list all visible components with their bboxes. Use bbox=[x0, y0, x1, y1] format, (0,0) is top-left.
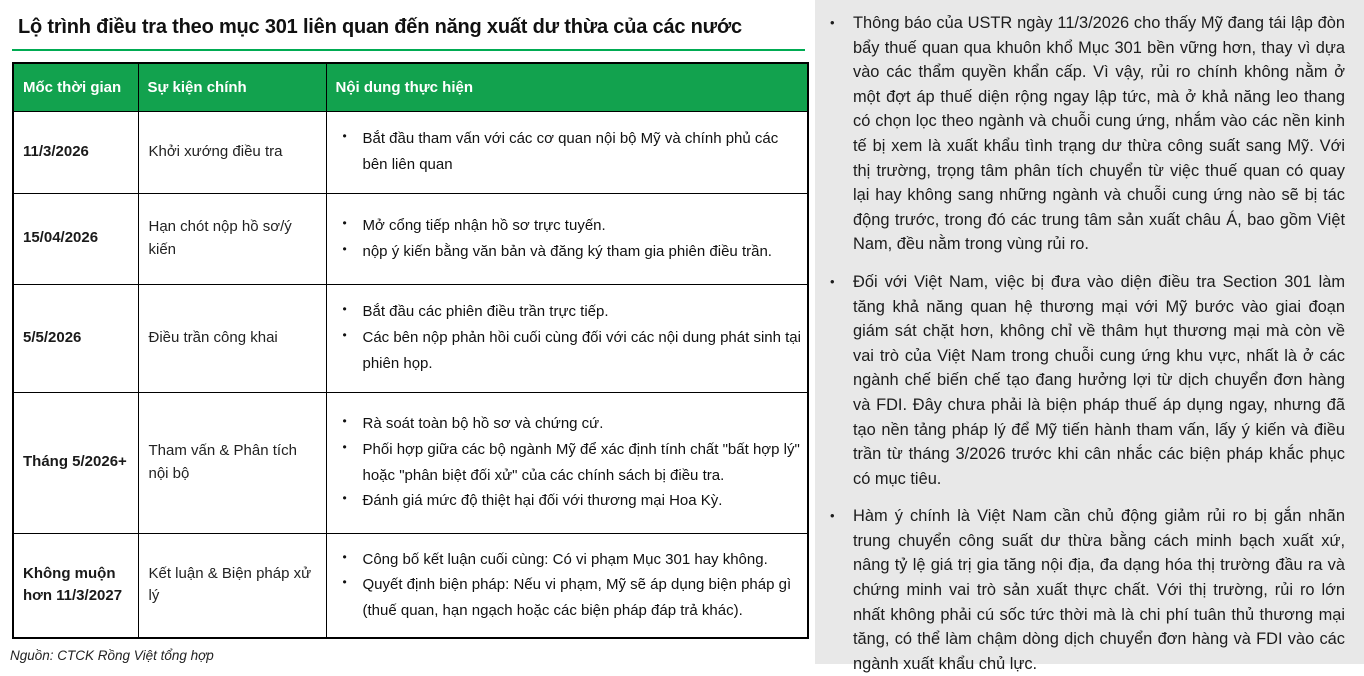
source-note: Nguồn: CTCK Rồng Việt tổng hợp bbox=[10, 648, 214, 663]
analysis-paragraph: Thông báo của USTR ngày 11/3/2026 cho thấy Mỹ đang tái lập đòn bẩy thuế quan qua khuôn khổ Mục 301 bền vững hơn, thay vì dựa vào các thẩm quyền khẩn cấp. Vì vậy, rủi ro chính không nằm ở một đợt áp thuế diện rộng ngay lập tức, mà ở khả năng leo thang có chọn lọc theo ngành và chuỗi cung ứng, nhắm vào các nền kinh tế bị xem là xuất khẩu tình trạng dư thừa công suất sang Mỹ. Với thị trường, trọng tâm phân tích chuyển từ việc thuế quan có quay lại hay không sang những ngành và chuỗi cung ứng nào sẽ bị tác động trước, trong đó các trung tâm sản xuất châu Á, bao gồm Việt Nam, đều nằm trong vùng rủi ro. bbox=[853, 14, 1345, 254]
title-underline bbox=[12, 49, 805, 51]
content-cell bbox=[326, 533, 808, 638]
page-title: Lộ trình điều tra theo mục 301 liên quan đến năng xuất dư thừa của các nước bbox=[18, 16, 742, 38]
bullet-icon: • bbox=[830, 508, 835, 524]
event-cell: Điều trần công khai bbox=[138, 284, 326, 392]
investigation-timeline-table bbox=[12, 62, 809, 639]
content-bullet-list bbox=[327, 411, 802, 514]
content-bullet-text: Công bố kết luận cuối cùng: Có vi phạm Mục 301 hay không. bbox=[362, 550, 768, 568]
content-bullet bbox=[327, 213, 802, 239]
content-bullet-text: Bắt đầu các phiên điều trần trực tiếp. bbox=[362, 303, 609, 321]
table-body bbox=[13, 111, 808, 638]
content-cell bbox=[326, 392, 808, 533]
content-bullet-text: Phối hợp giữa các bộ ngành Mỹ để xác định tính chất "bất hợp lý" hoặc "phân biệt đối xử" của các chính sách bị điều tra. bbox=[362, 440, 800, 484]
content-bullet bbox=[327, 547, 802, 573]
time-cell: 11/3/2026 bbox=[13, 111, 138, 193]
analysis-panel bbox=[815, 0, 1364, 673]
timeline-row bbox=[13, 284, 808, 392]
content-bullet bbox=[327, 488, 802, 514]
table-header-cell: Sự kiện chính bbox=[138, 63, 326, 111]
time-cell: 5/5/2026 bbox=[13, 284, 138, 392]
content-bullet bbox=[327, 126, 802, 178]
bullet-icon: • bbox=[342, 549, 347, 564]
analysis-list bbox=[827, 11, 1345, 676]
content-bullet-text: Đánh giá mức độ thiệt hại đối với thương mại Hoa Kỳ. bbox=[362, 492, 723, 510]
content-bullet bbox=[327, 437, 802, 489]
content-bullet-text: Bắt đầu tham vấn với các cơ quan nội bộ Mỹ và chính phủ các bên liên quan bbox=[362, 130, 779, 173]
content-bullet-text: Quyết định biện pháp: Nếu vi phạm, Mỹ sẽ áp dụng biện pháp gì (thuế quan, hạn ngạch hoặc các biện pháp đáp trả khác). bbox=[362, 576, 792, 620]
table-header-cell: Mốc thời gian bbox=[13, 63, 138, 111]
bullet-icon: • bbox=[342, 215, 347, 230]
content-bullet bbox=[327, 325, 802, 377]
bullet-icon: • bbox=[342, 328, 347, 343]
content-cell bbox=[326, 111, 808, 193]
timeline-section bbox=[12, 0, 807, 663]
time-cell: 15/04/2026 bbox=[13, 193, 138, 284]
bullet-icon: • bbox=[342, 413, 347, 428]
bullet-icon: • bbox=[342, 439, 347, 454]
event-cell: Kết luận & Biện pháp xử lý bbox=[138, 533, 326, 638]
content-bullet bbox=[327, 239, 802, 265]
analysis-bullet bbox=[827, 504, 1345, 676]
table-header-cell: Nội dung thực hiện bbox=[326, 63, 808, 111]
timeline-row bbox=[13, 111, 808, 193]
bullet-icon: • bbox=[342, 302, 347, 317]
event-cell: Khởi xướng điều tra bbox=[138, 111, 326, 193]
content-bullet-text: nộp ý kiến bằng văn bản và đăng ký tham gia phiên điều trần. bbox=[362, 242, 772, 260]
bullet-icon: • bbox=[342, 491, 347, 506]
content-bullet-text: Mở cổng tiếp nhận hồ sơ trực tuyến. bbox=[362, 216, 606, 234]
event-cell: Hạn chót nộp hồ sơ/ý kiến bbox=[138, 193, 326, 284]
bullet-icon: • bbox=[342, 129, 347, 144]
event-cell: Tham vấn & Phân tích nội bộ bbox=[138, 392, 326, 533]
analysis-bullet bbox=[827, 270, 1345, 491]
content-bullet-list bbox=[327, 126, 802, 178]
content-bullet bbox=[327, 299, 802, 325]
content-bullet-text: Các bên nộp phản hồi cuối cùng đối với các nội dung phát sinh tại phiên họp. bbox=[362, 329, 801, 372]
analysis-paragraph: Hàm ý chính là Việt Nam cần chủ động giảm rủi ro bị gắn nhãn trung chuyển công suất dư thừa bằng cách minh bạch xuất xứ, nâng tỷ lệ giá trị gia tăng nội địa, đa dạng hóa thị trường đầu ra và chứng minh vai trò sản xuất thực chất. Với thị trường, rủi ro lớn nhất không phải cú sốc tức thời mà là chi phí tuân thủ thương mại tăng, có thể làm chậm dòng dịch chuyển đơn hàng và FDI vào các ngành xuất khẩu chủ lực. bbox=[853, 507, 1345, 673]
content-bullet bbox=[327, 572, 802, 624]
bullet-icon: • bbox=[830, 15, 835, 30]
content-bullet-list bbox=[327, 547, 802, 624]
timeline-row bbox=[13, 533, 808, 638]
bullet-icon: • bbox=[342, 241, 347, 256]
analysis-bullet bbox=[827, 11, 1345, 257]
timeline-row bbox=[13, 193, 808, 284]
content-bullet-text: Rà soát toàn bộ hồ sơ và chứng cứ. bbox=[362, 414, 604, 432]
bullet-icon: • bbox=[342, 575, 347, 590]
content-bullet bbox=[327, 411, 802, 437]
table-header-row bbox=[13, 63, 808, 111]
time-cell: Không muộn hơn 11/3/2027 bbox=[13, 533, 138, 638]
content-bullet-list bbox=[327, 299, 802, 376]
table-head bbox=[13, 63, 808, 111]
content-bullet-list bbox=[327, 213, 802, 265]
content-cell bbox=[326, 193, 808, 284]
timeline-row bbox=[13, 392, 808, 533]
analysis-paragraph: Đối với Việt Nam, việc bị đưa vào diện điều tra Section 301 làm tăng khả năng quan hệ thương mại với Mỹ bước vào giai đoạn giám sát chặt hơn, không chỉ về thâm hụt thương mại mà còn về vai trò của Việt Nam trong chuỗi cung ứng khu vực, nhất là ở các ngành chế biến chế tạo đang hưởng lợi từ dịch chuyển đơn hàng và FDI. Đây chưa phải là biện pháp thuế áp dụng ngay, nhưng đã tạo nền tảng pháp lý để Mỹ tiến hành tham vấn, lấy ý kiến và điều trần từ tháng 3/2026 trước khi cân nhắc các biện pháp khắc phục có mục tiêu. bbox=[853, 272, 1345, 488]
bullet-icon: • bbox=[830, 273, 835, 289]
content-cell bbox=[326, 284, 808, 392]
time-cell: Tháng 5/2026+ bbox=[13, 392, 138, 533]
